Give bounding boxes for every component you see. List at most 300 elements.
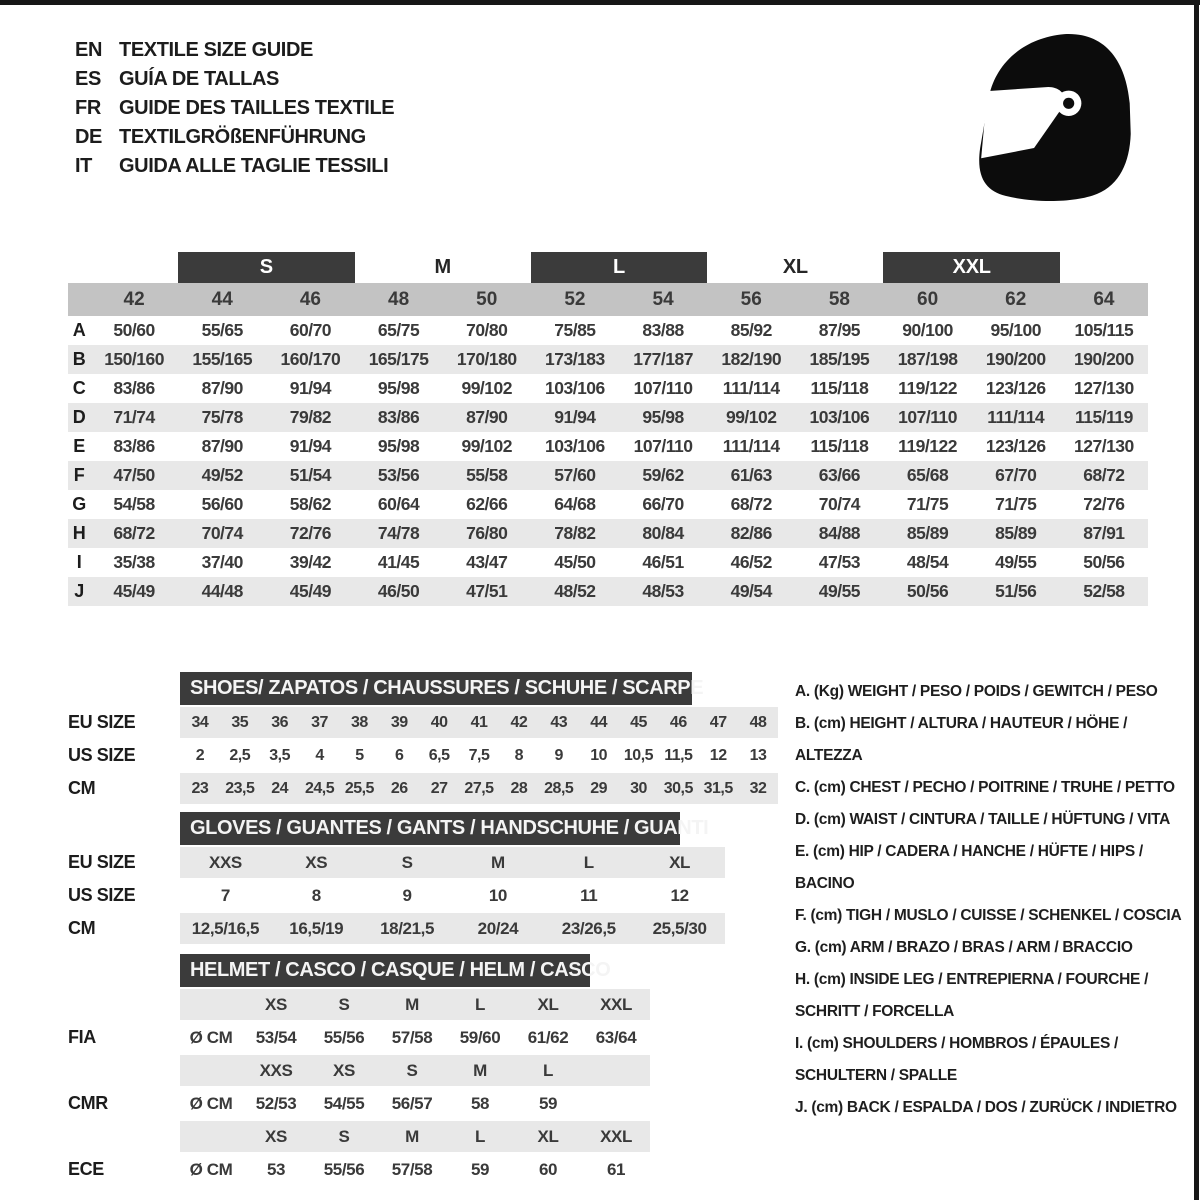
size-value-cell: 70/74 — [201, 523, 243, 543]
size-cell: 24 — [271, 779, 289, 797]
helmet-size-values — [180, 989, 650, 1020]
language-title: GUÍA DE TALLAS — [119, 68, 279, 90]
size-cell: M — [491, 852, 505, 872]
size-value-cell: 79/82 — [289, 407, 332, 427]
numeric-header-spacer — [68, 283, 90, 316]
measurement-row — [68, 548, 1148, 577]
size-value-cell: 87/90 — [201, 378, 243, 398]
size-group-row — [68, 252, 1148, 283]
size-value-cell: 41/45 — [377, 552, 420, 572]
size-value-cell: 91/94 — [289, 378, 332, 398]
size-value-cell: 99/102 — [461, 436, 512, 456]
size-value-cell: 84/88 — [818, 523, 861, 543]
measurement-legend — [795, 676, 1193, 1124]
size-value-cell: 47/53 — [818, 552, 861, 572]
helmet-size-header-cell: XL — [537, 994, 559, 1014]
size-value-cell: 60/70 — [289, 320, 332, 340]
size-value-cell: 111/114 — [987, 407, 1045, 427]
size-value-cell: 71/75 — [995, 494, 1037, 514]
language-row — [75, 123, 394, 152]
row-label: CM — [68, 778, 96, 798]
size-value-cell: 63/66 — [818, 465, 861, 485]
size-value-cell: 50/56 — [1083, 552, 1125, 572]
size-cell: 43 — [550, 713, 568, 731]
size-value-cell: 95/100 — [990, 320, 1041, 340]
helmet-size-header-cell: XL — [537, 1126, 559, 1146]
measurement-row — [68, 403, 1148, 432]
table-row — [68, 773, 780, 804]
size-cell: 25,5/30 — [652, 918, 707, 938]
helmet-values — [180, 1154, 650, 1185]
size-cell: 27,5 — [464, 779, 494, 797]
size-value-cell: 48/53 — [642, 581, 684, 601]
size-value-cell: 190/200 — [985, 349, 1046, 369]
legend-item: B. (cm) HEIGHT / ALTURA / HAUTEUR / HÖHE / ALTEZZA — [795, 715, 1128, 764]
helmet-values — [180, 1088, 650, 1119]
size-value-cell: 187/198 — [897, 349, 958, 369]
size-value-cell: 43/47 — [466, 552, 508, 572]
size-cell: 29 — [590, 779, 607, 797]
size-value-cell: 105/115 — [1074, 320, 1134, 340]
standard-label: CMR — [68, 1093, 108, 1113]
size-value-cell: 59/62 — [642, 465, 684, 485]
size-cell: L — [583, 852, 594, 872]
row-values — [180, 847, 725, 878]
row-label-spacer — [68, 989, 180, 1020]
size-value-cell: 55/58 — [466, 465, 508, 485]
table-row — [68, 913, 780, 944]
size-value-cell: 71/75 — [906, 494, 949, 514]
helmet-size-header-cell: XXS — [259, 1060, 293, 1080]
size-value-cell: 82/86 — [730, 523, 772, 543]
helmet-size-cell: 52/53 — [255, 1093, 297, 1113]
helmet-table-title: HELMET / CASCO / CASQUE / HELM / CASCO — [180, 954, 590, 987]
legend-item: H. (cm) INSIDE LEG / ENTREPIERNA / FOURCHE / SCHRITT / FORCELLA — [795, 971, 1149, 1020]
size-value-cell: 103/106 — [809, 407, 870, 427]
size-value-cell: 85/92 — [730, 320, 772, 340]
size-cell: 37 — [311, 713, 328, 731]
size-value-cell: 182/190 — [721, 349, 782, 369]
size-value-cell: 91/94 — [554, 407, 596, 427]
helmet-value-row — [68, 1154, 780, 1185]
numeric-size-cell: 42 — [123, 288, 145, 310]
row-letter: F — [73, 465, 85, 485]
top-border — [0, 0, 1200, 5]
language-row — [75, 65, 394, 94]
helmet-value-row — [68, 1088, 780, 1119]
row-label: CM — [68, 918, 96, 938]
helmet-size-cell: 61 — [606, 1159, 626, 1179]
helmet-size-header-cell: L — [543, 1060, 553, 1080]
size-cell: 18/21,5 — [380, 918, 435, 938]
size-cell: 28,5 — [544, 779, 574, 797]
size-cell: 32 — [749, 779, 767, 797]
size-value-cell: 64/68 — [554, 494, 596, 514]
size-value-cell: 90/100 — [902, 320, 953, 340]
size-cell: 41 — [470, 713, 488, 731]
size-value-cell: 55/65 — [201, 320, 243, 340]
size-value-cell: 68/72 — [730, 494, 772, 514]
measurement-row — [68, 316, 1148, 345]
helmet-size-cell — [582, 1088, 650, 1119]
size-value-cell: 107/110 — [633, 378, 693, 398]
language-title-list — [75, 36, 394, 181]
size-value-cell: 61/63 — [730, 465, 772, 485]
size-value-cell: 47/51 — [466, 581, 508, 601]
row-letter: A — [72, 320, 86, 340]
row-values — [180, 707, 778, 738]
size-value-cell: 127/130 — [1074, 378, 1134, 398]
helmet-size-header-row — [68, 1055, 780, 1086]
size-group-label: XXL — [883, 252, 1059, 283]
language-title: TEXTILE SIZE GUIDE — [119, 39, 313, 61]
size-value-cell: 47/50 — [113, 465, 155, 485]
size-value-cell: 83/86 — [113, 378, 155, 398]
size-value-cell: 119/122 — [898, 436, 957, 456]
size-value-cell: 83/86 — [113, 436, 155, 456]
row-letter: I — [76, 552, 82, 572]
language-code: DE — [75, 126, 102, 148]
language-title: TEXTILGRÖßENFÜHRUNG — [119, 126, 366, 148]
size-cell: 12,5/16,5 — [191, 918, 260, 938]
size-value-cell: 75/78 — [201, 407, 243, 427]
table-row — [68, 880, 780, 911]
helmet-table — [68, 989, 780, 1185]
helmet-size-header-cell: S — [406, 1060, 418, 1080]
numeric-size-cell: 48 — [388, 288, 410, 310]
size-value-cell: 44/48 — [201, 581, 243, 601]
size-cell: 10 — [488, 885, 507, 905]
unit-cell: Ø CM — [189, 1027, 233, 1047]
row-values — [180, 740, 778, 771]
language-row — [75, 36, 394, 65]
legend-item: D. (cm) WAIST / CINTURA / TAILLE / HÜFTUNG / VITA — [795, 811, 1171, 828]
gloves-table — [68, 847, 780, 944]
size-cell: 35 — [231, 713, 249, 731]
language-code: ES — [75, 68, 101, 90]
size-cell: 6,5 — [428, 746, 450, 764]
standard-label: FIA — [68, 1027, 96, 1047]
size-cell: 46 — [669, 713, 687, 731]
measurement-row — [68, 432, 1148, 461]
helmet-size-header-cell: M — [473, 1060, 487, 1080]
table-row — [68, 707, 780, 738]
size-cell: 7 — [220, 885, 230, 905]
size-cell: 25,5 — [344, 779, 374, 797]
size-cell: 10 — [590, 746, 607, 764]
size-value-cell: 76/80 — [466, 523, 508, 543]
size-cell: 23 — [191, 779, 209, 797]
size-cell: 39 — [390, 713, 408, 731]
size-cell: 2 — [195, 746, 205, 764]
numeric-size-cell: 62 — [1005, 288, 1027, 310]
size-value-cell: 111/114 — [722, 436, 780, 456]
size-cell: 23,5 — [225, 779, 255, 797]
size-value-cell: 35/38 — [113, 552, 155, 572]
racing-helmet-icon — [975, 28, 1143, 203]
size-cell: 40 — [430, 713, 448, 731]
size-value-cell: 60/64 — [377, 494, 420, 514]
helmet-size-header-cell: XS — [265, 1126, 287, 1146]
size-value-cell: 56/60 — [201, 494, 243, 514]
size-value-cell: 71/74 — [113, 407, 155, 427]
measurement-row — [68, 374, 1148, 403]
size-cell: 9 — [402, 885, 412, 905]
size-cell: 13 — [749, 746, 767, 764]
measurement-row — [68, 577, 1148, 606]
size-value-cell: 70/74 — [818, 494, 861, 514]
numeric-size-cell: 64 — [1093, 288, 1115, 310]
numeric-size-cell: 46 — [299, 288, 321, 310]
unit-cell: Ø CM — [189, 1159, 233, 1179]
helmet-size-header-cell: M — [405, 1126, 419, 1146]
size-cell: 26 — [390, 779, 408, 797]
helmet-size-cell: 60 — [538, 1159, 558, 1179]
size-value-cell: 62/66 — [466, 494, 508, 514]
row-label-spacer — [68, 1121, 180, 1152]
row-letter: B — [72, 349, 86, 369]
size-value-cell: 119/122 — [898, 378, 957, 398]
numeric-size-cell: 50 — [476, 288, 498, 310]
size-value-cell: 170/180 — [456, 349, 517, 369]
size-value-cell: 49/55 — [995, 552, 1037, 572]
helmet-size-cell: 58 — [470, 1093, 490, 1113]
legend-item: E. (cm) HIP / CADERA / HANCHE / HÜFTE / HIPS / BACINO — [795, 843, 1143, 892]
size-value-cell: 185/195 — [809, 349, 870, 369]
size-value-cell: 66/70 — [642, 494, 684, 514]
helmet-size-header-cell: S — [338, 994, 350, 1014]
size-value-cell: 49/54 — [730, 581, 772, 601]
row-values — [180, 913, 725, 944]
size-group-label: L — [531, 252, 707, 283]
size-cell: 10,5 — [623, 746, 654, 764]
size-value-cell: 177/187 — [633, 349, 693, 369]
unit-cell: Ø CM — [189, 1093, 233, 1113]
row-label: US SIZE — [68, 745, 136, 765]
helmet-size-cell: 53/54 — [255, 1027, 297, 1047]
size-value-cell: 127/130 — [1074, 436, 1134, 456]
size-cell: 48 — [749, 713, 767, 731]
size-value-cell: 74/78 — [377, 523, 420, 543]
size-value-cell: 58/62 — [289, 494, 332, 514]
size-value-cell: 51/56 — [995, 581, 1037, 601]
right-border — [1194, 0, 1199, 1200]
gloves-table-title: GLOVES / GUANTES / GANTS / HANDSCHUHE / GUANTI — [180, 812, 680, 845]
size-cell: 12 — [709, 746, 727, 764]
size-value-cell: 173/183 — [545, 349, 605, 369]
size-cell: XL — [669, 852, 691, 872]
size-cell: 28 — [510, 779, 528, 797]
helmet-size-header-cell: L — [475, 994, 485, 1014]
size-value-cell: 75/85 — [554, 320, 596, 340]
size-value-cell: 50/56 — [906, 581, 949, 601]
size-cell: XXS — [209, 852, 242, 872]
legend-item: F. (cm) TIGH / MUSLO / CUISSE / SCHENKEL / COSCIA — [795, 907, 1182, 924]
size-value-cell: 99/102 — [725, 407, 777, 427]
size-value-cell: 51/54 — [289, 465, 332, 485]
size-cell: 30 — [630, 779, 647, 797]
helmet-size-values — [180, 1055, 650, 1086]
size-cell: 34 — [191, 713, 209, 731]
size-cell: 8 — [311, 885, 321, 905]
size-value-cell: 150/160 — [104, 349, 164, 369]
size-value-cell: 78/82 — [554, 523, 596, 543]
size-value-cell: 99/102 — [461, 378, 512, 398]
size-value-cell: 123/126 — [985, 378, 1046, 398]
size-cell: XS — [305, 852, 328, 872]
size-value-cell: 57/60 — [554, 465, 596, 485]
helmet-size-cell: 53 — [266, 1159, 286, 1179]
helmet-size-header-cell: S — [338, 1126, 350, 1146]
size-cell: 16,5/19 — [289, 918, 344, 938]
helmet-size-cell: 59 — [538, 1093, 558, 1113]
size-value-cell: 53/56 — [377, 465, 420, 485]
legend-item: G. (cm) ARM / BRAZO / BRAS / ARM / BRACCIO — [795, 939, 1133, 956]
size-value-cell: 95/98 — [642, 407, 684, 427]
size-cell: 30,5 — [663, 779, 693, 797]
size-value-cell: 95/98 — [377, 378, 420, 398]
size-value-cell: 50/60 — [113, 320, 155, 340]
legend-item: C. (cm) CHEST / PECHO / POITRINE / TRUHE / PETTO — [795, 779, 1175, 796]
helmet-value-row — [68, 1022, 780, 1053]
size-cell: 8 — [514, 746, 524, 764]
size-value-cell: 49/55 — [818, 581, 861, 601]
legend-item: A. (Kg) WEIGHT / PESO / POIDS / GEWITCH / PESO — [795, 683, 1158, 700]
size-value-cell: 190/200 — [1074, 349, 1134, 369]
size-value-cell: 87/95 — [818, 320, 861, 340]
helmet-size-cell: 54/55 — [323, 1093, 365, 1113]
size-value-cell: 115/118 — [810, 378, 869, 398]
apparel-measurement-rows — [68, 316, 1148, 606]
size-value-cell: 46/52 — [730, 552, 772, 572]
row-label: EU SIZE — [68, 852, 136, 872]
size-value-cell: 65/75 — [377, 320, 420, 340]
shoes-table — [68, 707, 780, 804]
size-cell: 11 — [580, 885, 598, 905]
language-code: IT — [75, 155, 92, 177]
size-cell: 45 — [630, 713, 647, 731]
size-value-cell: 85/89 — [906, 523, 949, 543]
size-value-cell: 160/170 — [280, 349, 341, 369]
language-title: GUIDA ALLE TAGLIE TESSILI — [119, 155, 389, 177]
size-value-cell: 49/52 — [201, 465, 243, 485]
measurement-row — [68, 490, 1148, 519]
measurement-row — [68, 345, 1148, 374]
size-value-cell: 155/165 — [192, 349, 253, 369]
numeric-size-cell: 58 — [828, 288, 850, 310]
size-value-cell: 46/50 — [377, 581, 420, 601]
numeric-size-cell: 60 — [917, 288, 939, 310]
size-value-cell: 68/72 — [1083, 465, 1125, 485]
size-value-cell: 48/52 — [554, 581, 596, 601]
language-row — [75, 152, 394, 181]
row-label-spacer — [68, 1055, 180, 1086]
helmet-size-cell: 59/60 — [459, 1027, 501, 1047]
size-value-cell: 95/98 — [377, 436, 420, 456]
size-cell: 31,5 — [703, 779, 733, 797]
language-title: GUIDE DES TAILLES TEXTILE — [119, 97, 395, 119]
size-cell: 24,5 — [304, 779, 335, 797]
size-value-cell: 54/58 — [113, 494, 155, 514]
numeric-size-header-row — [68, 283, 1148, 316]
size-value-cell: 103/106 — [545, 436, 605, 456]
size-value-cell: 46/51 — [642, 552, 684, 572]
row-letter: D — [72, 407, 86, 427]
size-group-label: M — [434, 256, 451, 278]
size-value-cell: 45/49 — [113, 581, 155, 601]
numeric-size-cell: 56 — [740, 288, 762, 310]
row-label: EU SIZE — [68, 712, 136, 732]
unit-spacer-cell — [180, 989, 242, 1020]
size-value-cell: 45/49 — [289, 581, 332, 601]
helmet-size-header-cell: XS — [265, 994, 287, 1014]
size-value-cell: 37/40 — [201, 552, 243, 572]
size-value-cell: 45/50 — [554, 552, 596, 572]
measurement-row — [68, 519, 1148, 548]
row-label: US SIZE — [68, 885, 136, 905]
size-value-cell: 115/119 — [1074, 407, 1133, 427]
table-row — [68, 740, 780, 771]
size-value-cell: 111/114 — [722, 378, 780, 398]
size-value-cell: 123/126 — [985, 436, 1046, 456]
numeric-size-cell: 54 — [652, 288, 674, 310]
size-value-cell: 87/90 — [466, 407, 508, 427]
size-value-cell: 103/106 — [545, 378, 605, 398]
unit-spacer-cell — [180, 1055, 242, 1086]
size-cell: 5 — [355, 746, 364, 764]
size-cell: 11,5 — [664, 746, 693, 764]
accessory-size-tables — [68, 672, 780, 1185]
helmet-size-cell: 57/58 — [391, 1027, 433, 1047]
size-value-cell: 107/110 — [898, 407, 957, 427]
helmet-size-header-cell: M — [405, 994, 419, 1014]
measurement-row — [68, 461, 1148, 490]
helmet-size-cell: 57/58 — [391, 1159, 433, 1179]
helmet-size-cell: 55/56 — [323, 1027, 365, 1047]
size-cell: 7,5 — [468, 746, 490, 764]
language-code: FR — [75, 97, 101, 119]
size-cell: 9 — [554, 746, 563, 764]
size-cell: 12 — [670, 885, 689, 905]
size-cell: 20/24 — [477, 918, 519, 938]
size-cell: 4 — [315, 746, 324, 764]
helmet-size-header-cell: XXL — [600, 994, 632, 1014]
size-value-cell: 48/54 — [906, 552, 949, 572]
size-cell: 38 — [350, 713, 368, 731]
legend-item: I. (cm) SHOULDERS / HOMBROS / ÉPAULES / SCHULTERN / SPALLE — [795, 1035, 1119, 1084]
shoes-table-title: SHOES/ ZAPATOS / CHAUSSURES / SCHUHE / SCARPE — [180, 672, 692, 705]
size-cell: 44 — [590, 713, 607, 731]
legend-item: J. (cm) BACK / ESPALDA / DOS / ZURÜCK / INDIETRO — [795, 1099, 1177, 1116]
row-values — [180, 880, 725, 911]
size-cell: 6 — [395, 746, 404, 764]
size-value-cell: 52/58 — [1083, 581, 1125, 601]
apparel-size-table — [68, 252, 1148, 606]
size-value-cell: 115/118 — [810, 436, 869, 456]
helmet-size-cell: 63/64 — [595, 1027, 637, 1047]
size-value-cell: 87/90 — [201, 436, 243, 456]
size-value-cell: 80/84 — [642, 523, 684, 543]
row-values — [180, 773, 778, 804]
size-value-cell: 85/89 — [995, 523, 1037, 543]
row-letter: E — [73, 436, 85, 456]
size-value-cell: 87/91 — [1083, 523, 1125, 543]
size-value-cell: 72/76 — [289, 523, 332, 543]
table-row — [68, 847, 780, 878]
size-group-label: S — [178, 252, 354, 283]
row-letter: C — [72, 378, 86, 398]
helmet-size-header-cell: XXL — [600, 1126, 632, 1146]
